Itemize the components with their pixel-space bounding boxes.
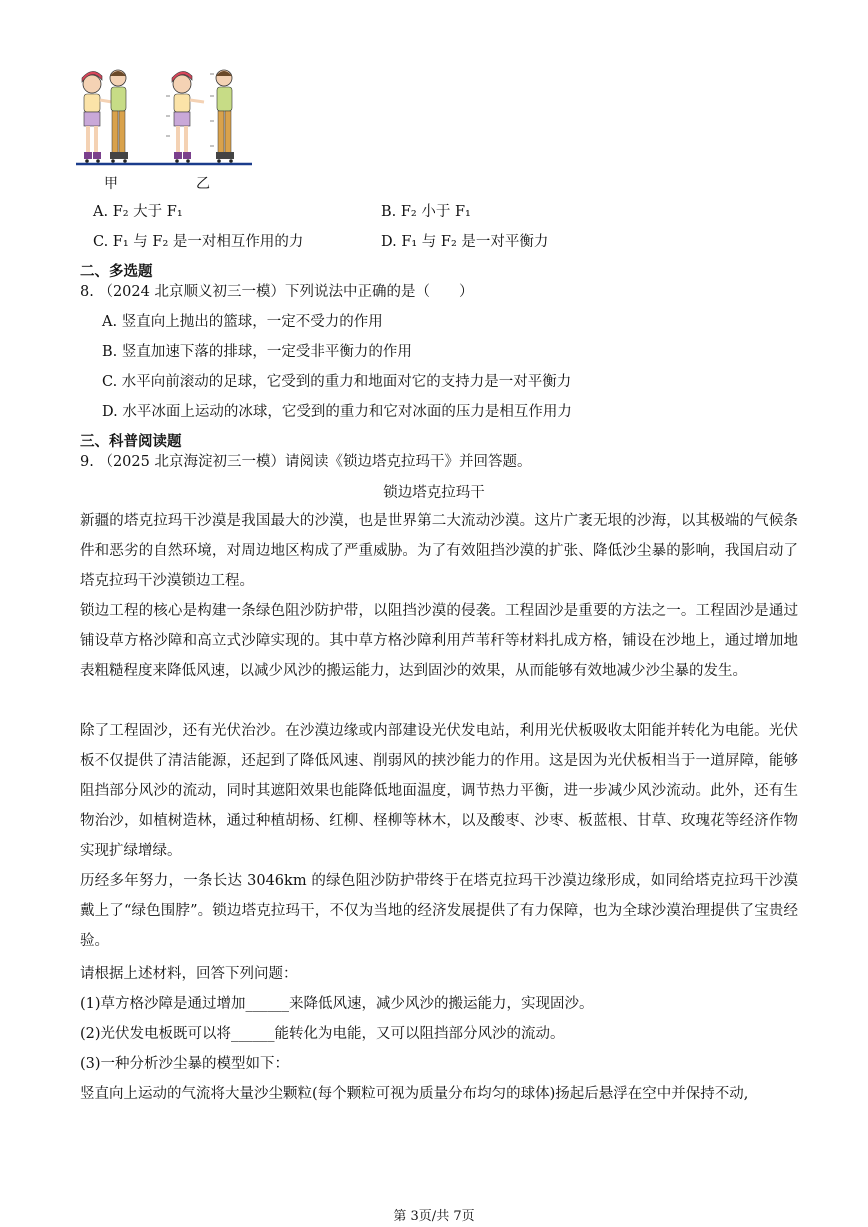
q9-stem: 9. （2025 北京海淀初三一模）请阅读《锁边塔克拉玛干》并回答题。 xyxy=(80,454,532,470)
boy-figure-yi xyxy=(210,70,234,163)
option-letter: D. xyxy=(381,234,397,250)
q7-option-a[interactable] xyxy=(93,200,183,221)
q8-option-a[interactable]: A. 竖直向上抛出的篮球，一定不受力的作用 xyxy=(102,314,383,330)
sub-question-3-text: 竖直向上运动的气流将大量沙尘颗粒(每个颗粒可视为质量分布均匀的球体)扬起后悬浮在空中并保持不动, xyxy=(80,1086,749,1102)
option-text: F₂ 大于 F₁ xyxy=(112,204,183,220)
q8-stem: 8. （2024 北京顺义初三一模）下列说法中正确的是（ ） xyxy=(80,284,474,300)
option-letter: A. xyxy=(93,204,109,220)
q8-option-b[interactable]: B. 竖直加速下落的排球，一定受非平衡力的作用 xyxy=(102,344,412,360)
section-heading-multiple-choice: 二、多选题 xyxy=(80,264,153,280)
option-text: F₂ 小于 F₁ xyxy=(400,204,471,220)
article-paragraph-1: 新疆的塔克拉玛干沙漠是我国最大的沙漠，也是世界第二大流动沙漠。这片广袤无垠的沙海，以其极端的气候条件和恶劣的自然环境，对周边地区构成了严重威胁。为了有效阻挡沙漠的扩张、降低沙尘暴的影响，我国启动了塔克拉玛干沙漠锁边工程。 xyxy=(80,513,798,589)
section-heading-reading: 三、科普阅读题 xyxy=(80,434,182,450)
option-text: F₁ 与 F₂ 是一对相互作用的力 xyxy=(112,234,304,250)
article-paragraph-3: 除了工程固沙，还有光伏治沙。在沙漠边缘或内部建设光伏发电站，利用光伏板吸收太阳能并转化为电能。光伏板不仅提供了清洁能源，还起到了降低风速、削弱风的挟沙能力的作用。这是因为光伏板相当于一道屏障，能够阻挡部分风沙的流动，同时其遮阳效果也能降低地面温度，调节热力平衡，进一步减少风沙流动。此外，还有生物治沙，如植树造林，通过种植胡杨、红柳、柽柳等林木，以及酸枣、沙枣、板蓝根、甘草、玫瑰花等经济作物实现扩绿增绿。 xyxy=(80,723,798,859)
q7-option-d[interactable] xyxy=(381,230,548,251)
article-paragraph-2: 锁边工程的核心是构建一条绿色阻沙防护带，以阻挡沙漠的侵袭。工程固沙是重要的方法之一。工程固沙是通过铺设草方格沙障和高立式沙障实现的。其中草方格沙障利用芦苇秆等材料扎成方格，铺设在沙地上，通过增加地表粗糙程度来降低风速，以减少风沙的搬运能力，达到固沙的效果，从而能够有效地减少沙尘暴的发生。 xyxy=(80,603,798,679)
skaters-figure xyxy=(74,66,254,190)
article-title: 锁边塔克拉玛干 xyxy=(383,485,485,501)
option-letter: C. xyxy=(93,234,109,250)
answer-prompt: 请根据上述材料，回答下列问题： xyxy=(80,966,298,982)
figure-label-jia: 甲 xyxy=(104,176,118,192)
q8-option-d[interactable]: D. 水平冰面上运动的冰球，它受到的重力和它对冰面的压力是相互作用力 xyxy=(102,404,572,420)
q7-option-c[interactable] xyxy=(93,230,303,251)
page-footer: 第 3页/共 7页 xyxy=(393,1209,475,1224)
sub-question-2: (2)光伏发电板既可以将______能转化为电能，又可以阻挡部分风沙的流动。 xyxy=(80,1026,565,1042)
sub-question-1: (1)草方格沙障是通过增加______来降低风速，减少风沙的搬运能力，实现固沙。 xyxy=(80,996,594,1012)
q7-option-b[interactable] xyxy=(381,200,471,221)
girl-figure-yi xyxy=(166,71,204,162)
sub-question-3: (3)一种分析沙尘暴的模型如下： xyxy=(80,1056,290,1072)
figure-label-yi: 乙 xyxy=(196,176,210,192)
option-letter: B. xyxy=(381,204,397,220)
article-paragraph-4: 历经多年努力，一条长达 3046km 的绿色阻沙防护带终于在塔克拉玛干沙漠边缘形成，如同给塔克拉玛干沙漠戴上了“绿色围脖”。锁边塔克拉玛干，不仅为当地的经济发展提供了有力保障，也为全球沙漠治理提供了宝贵经验。 xyxy=(80,873,798,949)
q8-option-c[interactable]: C. 水平向前滚动的足球，它受到的重力和地面对它的支持力是一对平衡力 xyxy=(102,374,572,390)
girl-figure-jia xyxy=(82,71,112,159)
option-text: F₁ 与 F₂ 是一对平衡力 xyxy=(401,234,549,250)
